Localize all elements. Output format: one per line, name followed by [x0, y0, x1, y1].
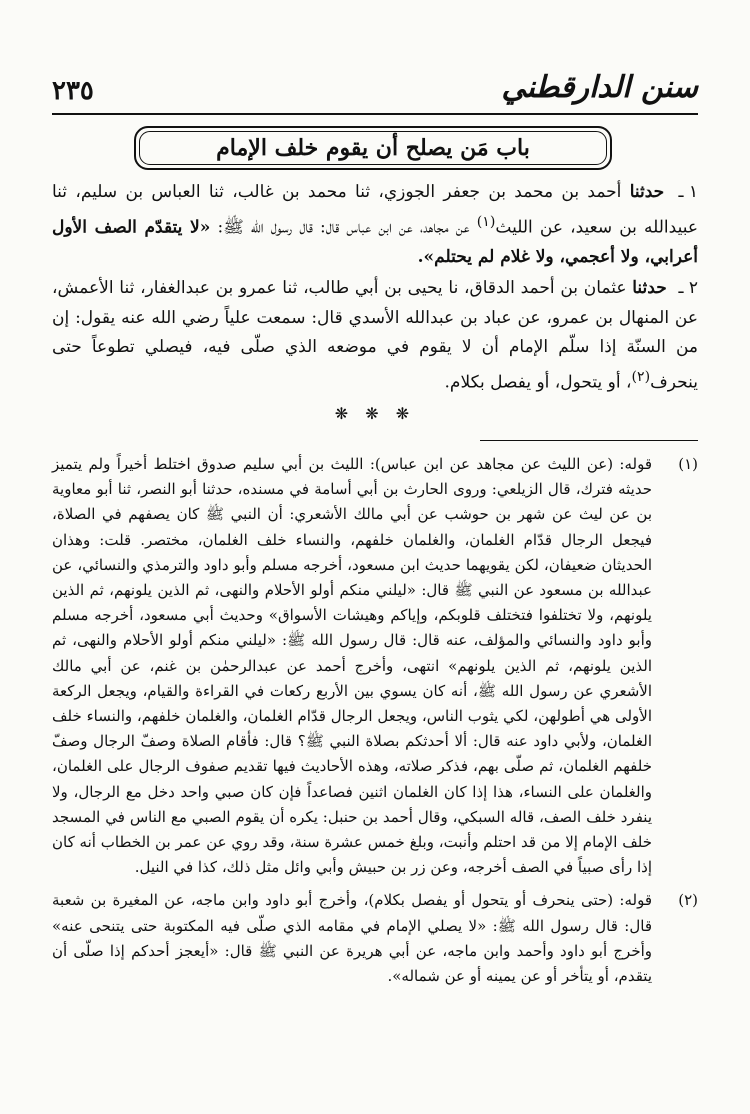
hadith-2: [52, 274, 698, 398]
footnote-2: [52, 888, 698, 989]
header-rule: [52, 113, 698, 115]
section-separator: [52, 404, 698, 423]
hadith-lead: حدثنا: [629, 182, 665, 202]
footnote-text: قوله: (عن الليث عن مجاهد عن ابن عباس): الليث بن أبي سليم صدوق اختلط أخيراً ولم يتميز حديثه فترك، قال الزيلعي: وروى الحارث بن أبي أسامة في مسنده، حدثنا أبو النصر، ثنا أبو معاوية بن عن ليث عن شهر بن حوشب عن أبي مالك الأشعري: أن النبي ﷺ كان يصفهم في الصلاة، فيجعل الرجال قدّام الغلمان، والغلمان خلفهم، والنساء خلف الغلمان، مختصر. قلت: وهذان الحديثان ضعيفان، لكن يقويهما حديث ابن مسعود، أخرجه مسلم وأبو داود والترمذي والنسائي، عن عبدالله بن مسعود عن النبي ﷺ قال: «ليلني منكم أولو الأحلام والنهى، ثم الذين يلونهم، ثم الذين يلونهم، ولا تختلفوا فتختلف قلوبكم، وإياكم وهيشات الأسواق» وحديث أبي مسعود، أخرجه مسلم وأبو داود والنسائي والمؤلف، عنه قال: قال رسول الله ﷺ: «ليلني منكم أولو الأحلام والنهى، ثم الذين يلونهم، ثم الذين يلونهم» انتهى، وأخرج أحمد عن عبدالرحمٰن بن غنم، عن أبي مالك الأشعري عن رسول الله ﷺ، أنه كان يسوي بين الأربع ركعات في القراءة والقيام، ويجعل الركعة الأولى هي أطولهن، لكي يثوب الناس، ويجعل الرجال قدّام الغلمان، والغلمان خلفهم، والنساء خلف الغلمان، ولأبي داود عنه قال: ألا أحدثكم بصلاة النبي ﷺ؟ قال: فأقام الصلاة وصفّ الرجال وصفّ خلفهم الغلمان، ثم صلّى بهم، فذكر صلاته، وهذه الأحاديث فيها تقديم صفوف الرجال على الغلمان، والغلمان على النساء، هذا إذا كان الغلمان اثنين فصاعداً فإن كان صبي واحد دخل مع الرجال، ولا ينفرد خلف الصف، قاله السبكي، وقال أحمد بن حنبل: يكره أن يقوم الصبي مع الناس في المسجد خلف الإمام إلا من قد احتلم وأنبت، وبلغ خمس عشرة سنة، وقد روي عن عمر بن الخطاب أنه كان إذا رأى صبياً في الصف أخرجه، وعن زر بن حبيش وأبي وائل مثل ذلك، كذا في النيل.: [52, 455, 652, 877]
footnotes: [52, 452, 698, 997]
footnote-1: [52, 452, 698, 880]
footnote-text: قوله: (حتى ينحرف أو يتحول أو يفصل بكلام)، وأخرج أبو داود وابن ماجه، عن المغيرة بن شعبة قال: قال رسول الله ﷺ: «لا يصلي الإمام في مقامه الذي صلّى فيه المكتوبة حتى يتنحى عنه» وأخرج أبو داود وأحمد وابن ماجه، عن أبي هريرة عن النبي ﷺ قال: «أيعجز أحدكم إذا صلّى أن يتقدم، أو يتأخر أو عن يمينه أو عن شماله».: [52, 891, 652, 986]
hadith-lead: حدثنا: [632, 278, 667, 299]
main-text: [52, 178, 698, 423]
page-number: ٢٣٥: [52, 76, 94, 106]
footnote-ref: (٢): [631, 368, 651, 385]
hadith-isnad: عثمان بن أحمد الدقاق، نا يحيى بن أبي طالب، ثنا عمرو بن عبدالغفار، ثنا الأعمش، عن المنهال بن عمرو، عن عباد بن عبدالله الأسدي قال: سمعت علياً رضي الله عنه يقول: إن من السنّة إذا سلّم الإمام أن لا يقوم في موضعه الذي صلّى فيه، فيصلي تطوعاً حتى ينحرف: [52, 278, 698, 393]
chapter-title: باب مَن يصلح أن يقوم خلف الإمام: [216, 135, 530, 161]
hadith-number: ٢ ـ: [678, 278, 699, 299]
book-title: سنن الدارقطني: [501, 70, 698, 105]
hadith-1: [52, 178, 698, 272]
asterism-icon: ❋: [334, 403, 355, 423]
footnote-number: (١): [678, 455, 698, 473]
chapter-heading-box: [134, 126, 612, 170]
hadith-number: ١ ـ: [678, 182, 699, 202]
asterism-icon: ❋: [395, 403, 416, 423]
asterism-icon: ❋: [365, 403, 385, 423]
hadith-matn: «لا يتقدّم الصف الأول أعرابي، ولا أعجمي، ولا غلام لم يحتلم».: [52, 217, 698, 267]
hadith-isnad-cont: ، أو يتحول، أو يفصل بكلام.: [444, 372, 632, 393]
footnote-ref: (١): [476, 213, 496, 230]
footnote-rule: [480, 440, 698, 441]
hadith-isnad: أحمد بن محمد بن جعفر الجوزي، ثنا محمد بن غالب، ثنا العباس بن سليم، ثنا عبيدالله بن سعيد، عن الليث: [52, 182, 698, 238]
hadith-isnad-cont: عن مجاهد، عن ابن عباس قال: قال رسول الله ﷺ:: [210, 217, 477, 238]
footnote-number: (٢): [678, 891, 698, 910]
running-header: [52, 70, 698, 114]
